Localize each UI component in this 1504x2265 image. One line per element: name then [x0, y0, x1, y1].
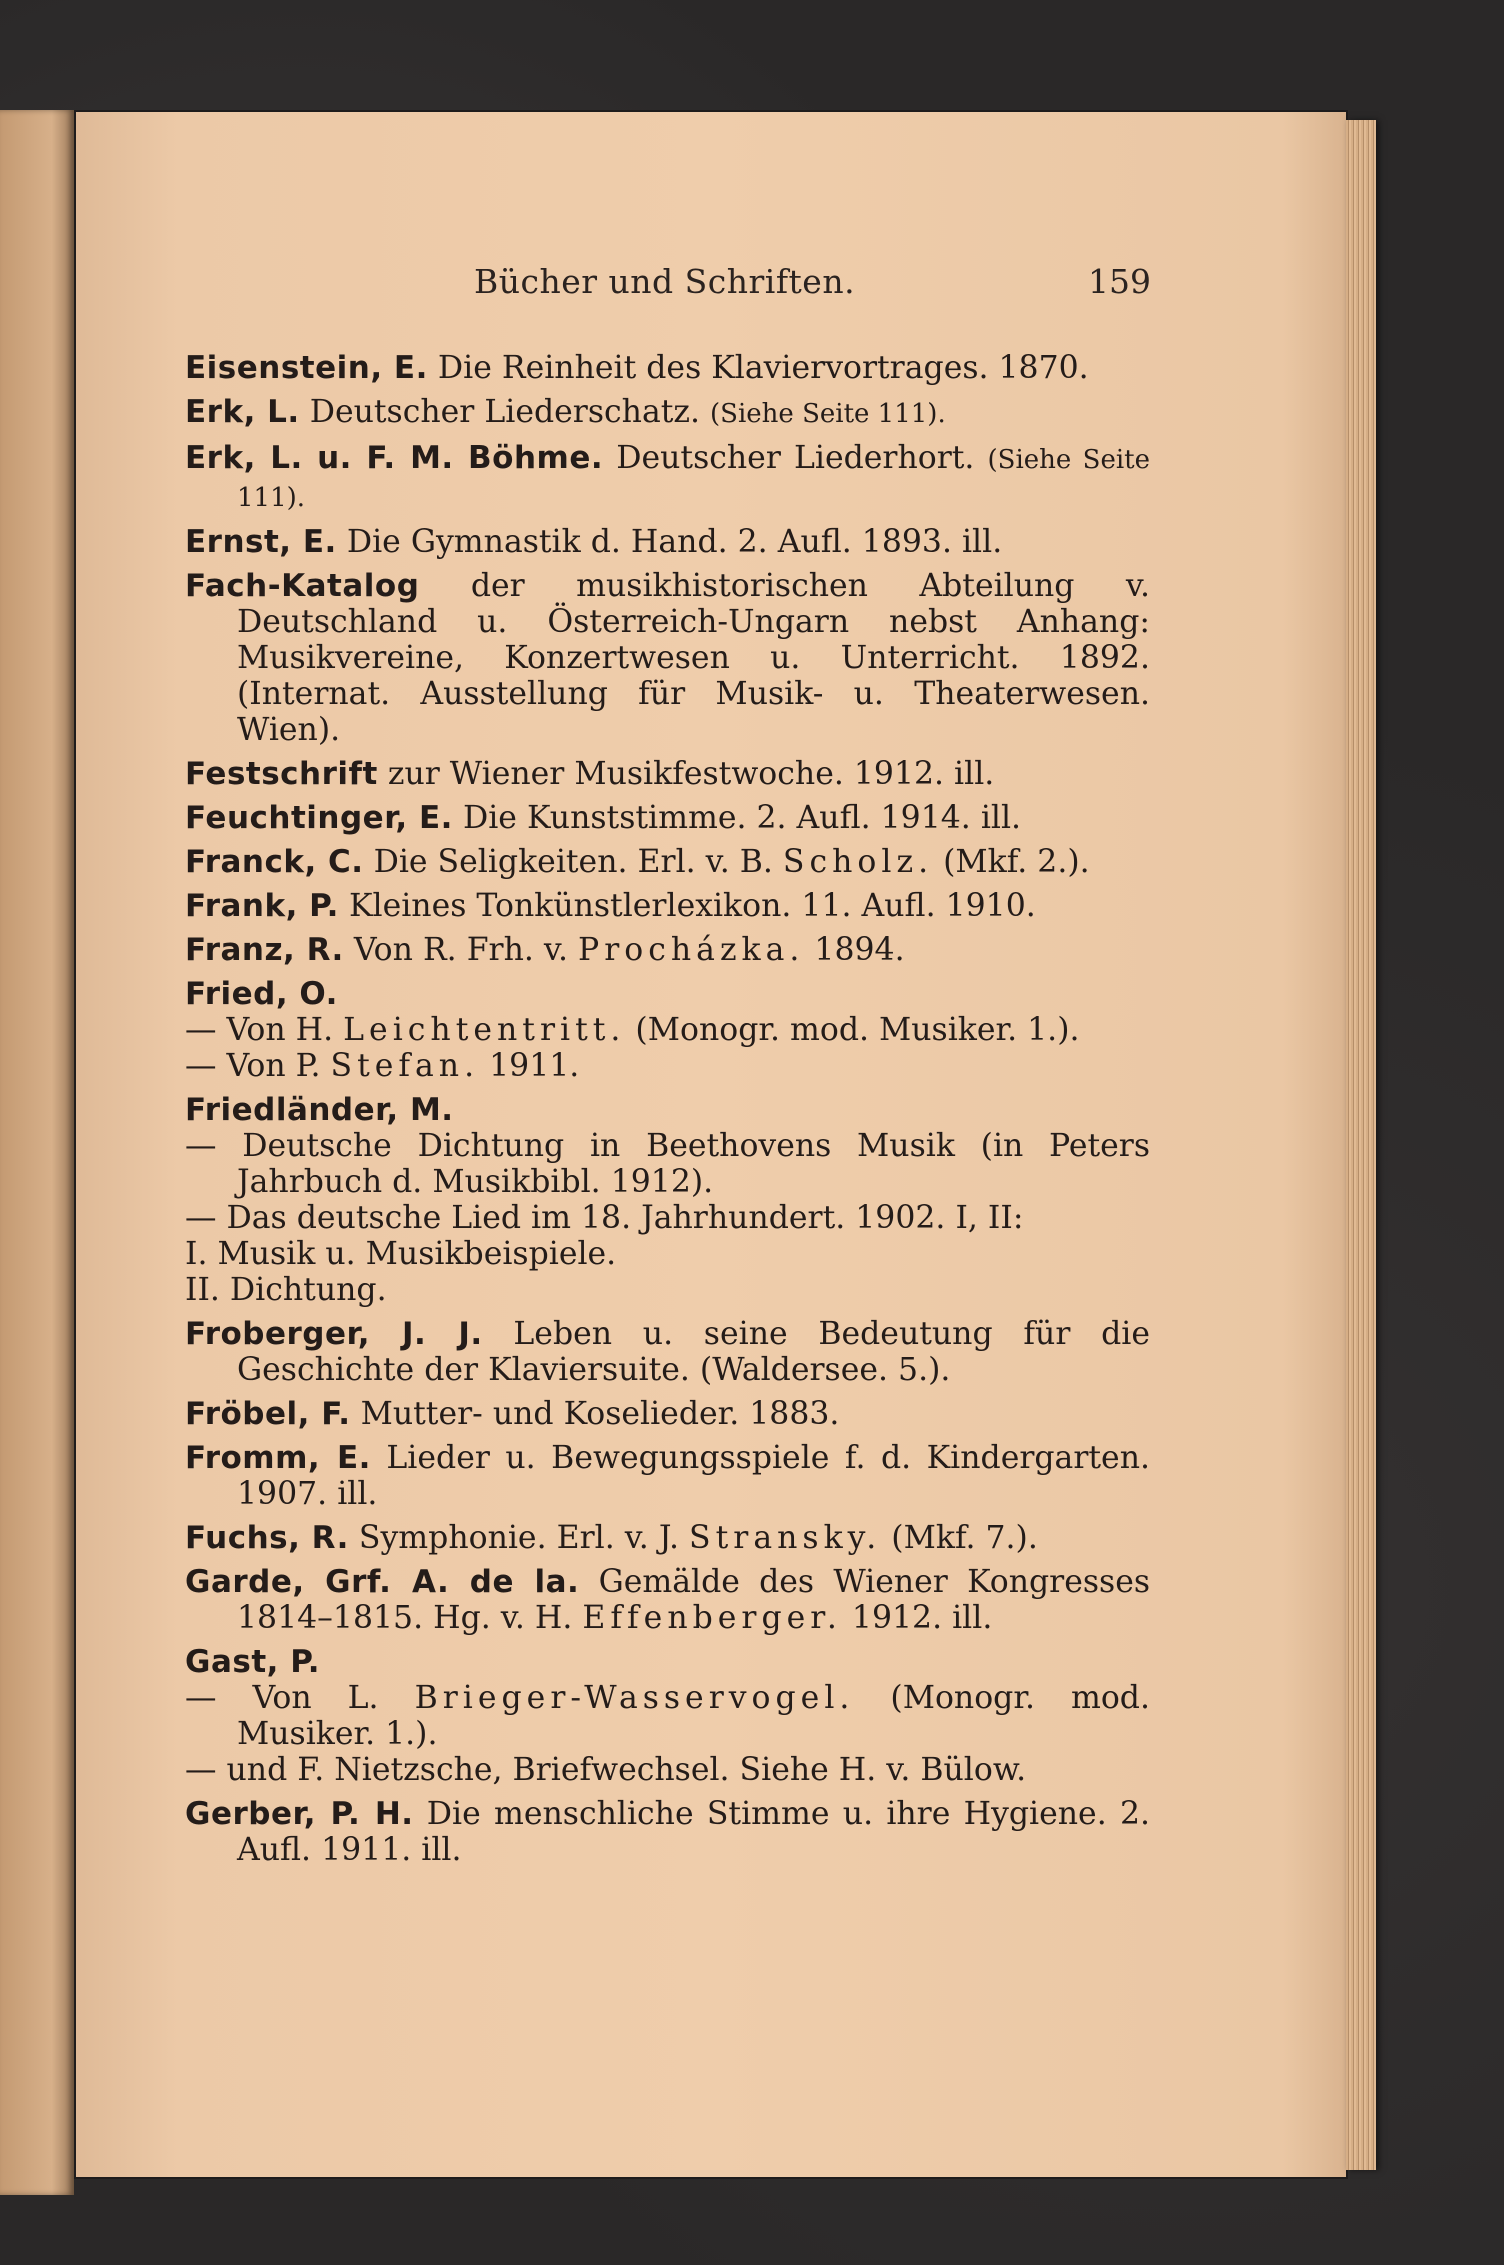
entry-text: Mutter- und Koselieder. 1883.	[350, 1396, 840, 1432]
entry-text: Die Reinheit des Klaviervortrages. 1870.	[427, 350, 1089, 386]
entry-name: Fuchs, R.	[185, 1520, 349, 1556]
entry-name: Ernst, E.	[185, 524, 337, 560]
entry-gast-brieger	[185, 1680, 1150, 1752]
entry-name: Fried, O.	[185, 976, 338, 1012]
entry-froebel	[185, 1396, 1150, 1432]
entry-feuchtinger	[185, 800, 1150, 836]
entry-spaced-name: Effenberger.	[582, 1600, 842, 1636]
entry-name: Feuchtinger, E.	[185, 800, 453, 836]
entry-frank	[185, 888, 1150, 924]
entry-friedlaender-lied	[185, 1200, 1150, 1308]
entry-name: Erk, L. u. F. M. Böhme.	[185, 440, 604, 476]
entry-text: (Mkf. 2.).	[933, 844, 1090, 880]
entry-gast-nietzsche	[185, 1752, 1150, 1788]
page-edges	[1346, 120, 1376, 2170]
entry-text: — Das deutsche Lied im 18. Jahrhundert. 1902. I, II:	[185, 1200, 1024, 1236]
entry-fach-katalog	[185, 568, 1150, 748]
entry-franz	[185, 932, 1150, 968]
entry-name: Fromm, E.	[185, 1440, 371, 1476]
entry-name: Garde, Grf. A. de la.	[185, 1564, 580, 1600]
entry-text: — Deutsche Dichtung in Beethovens Musik (in Peters Jahrbuch d. Musikbibl. 1912).	[185, 1128, 1150, 1200]
entry-subline: II. Dichtung.	[185, 1272, 387, 1308]
entry-text: Die Gymnastik d. Hand. 2. Aufl. 1893. ill.	[336, 524, 1003, 560]
entry-spaced-name: Brieger-Wasservogel.	[414, 1680, 855, 1716]
entry-text: Lieder u. Bewegungsspiele f. d. Kindergarten. 1907. ill.	[237, 1440, 1150, 1512]
entry-text: (Monogr. mod. Musiker. 1.).	[625, 1012, 1080, 1048]
entry-name: Friedländer, M.	[185, 1092, 454, 1128]
entry-text: 1912. ill.	[841, 1600, 993, 1636]
entry-erk	[185, 394, 1150, 432]
entry-name: Franck, C.	[185, 844, 364, 880]
entry-text: Die Seligkeiten. Erl. v. B.	[363, 844, 783, 880]
entry-name: Fach-Katalog	[185, 568, 420, 604]
entry-subline: I. Musik u. Musikbeispiele.	[185, 1236, 617, 1272]
entry-franck	[185, 844, 1150, 880]
entry-name: Fröbel, F.	[185, 1396, 351, 1432]
entry-gerber	[185, 1796, 1150, 1868]
entry-froberger	[185, 1316, 1150, 1388]
entry-text: (Mkf. 7.).	[881, 1520, 1038, 1556]
entry-text: Kleines Tonkünstlerlexikon. 11. Aufl. 1910.	[338, 888, 1036, 924]
entry-text: (Monogr. mod. Musiker. 1.).	[237, 1680, 1150, 1752]
entry-erk-boehme	[185, 440, 1150, 516]
bibliography-list	[185, 350, 1150, 1876]
entry-text: — und F. Nietzsche, Briefwechsel. Siehe H. v. Bülow.	[185, 1752, 1027, 1788]
entry-text: Leben u. seine Bedeutung für die Geschichte der Klaviersuite. (Waldersee. 5.).	[237, 1316, 1150, 1388]
entry-spaced-name: Scholz.	[782, 844, 934, 880]
entry-name: Erk, L.	[185, 394, 300, 430]
entry-name: Eisenstein, E.	[185, 350, 428, 386]
entry-text: 1911.	[479, 1048, 580, 1084]
entry-text: Von R. Frh. v.	[343, 932, 579, 968]
entry-name: Frank, P.	[185, 888, 339, 924]
previous-page-edge	[0, 110, 74, 2195]
entry-name: Festschrift	[185, 756, 378, 792]
entry-text: Symphonie. Erl. v. J.	[348, 1520, 690, 1556]
entry-eisenstein	[185, 350, 1150, 386]
entry-fried-stefan	[185, 1048, 1150, 1084]
entry-text: Die Kunststimme. 2. Aufl. 1914. ill.	[452, 800, 1022, 836]
entry-fried-leichtentritt	[185, 1012, 1150, 1048]
entry-note: (Siehe Seite 111).	[710, 399, 946, 429]
entry-text: zur Wiener Musikfestwoche. 1912. ill.	[377, 756, 995, 792]
entry-name: Froberger, J. J.	[185, 1316, 483, 1352]
entry-garde	[185, 1564, 1150, 1636]
entry-note: (Siehe Seite 111).	[237, 445, 1150, 513]
entry-spaced-name: Leichtentritt.	[343, 1012, 626, 1048]
entry-text: Deutscher Liederhort.	[603, 440, 988, 476]
entry-text: der musikhistorischen Abteilung v. Deutschland u. Österreich-Ungarn nebst Anhang: Musikvereine, Konzertwesen u. Unterricht. 1892. (Internat. Ausstellung für Musik- u. Theaterwesen. Wien).	[237, 568, 1150, 748]
entry-text: — Von L.	[185, 1680, 415, 1716]
entry-friedlaender-dichtung	[185, 1128, 1150, 1200]
entry-friedlaender	[185, 1092, 1150, 1128]
entry-spaced-name: Stransky.	[689, 1520, 882, 1556]
entry-ernst	[185, 524, 1150, 560]
entry-spaced-name: Stefan.	[330, 1048, 480, 1084]
running-head-title: Bücher und Schriften.	[474, 262, 856, 301]
entry-name: Gerber, P. H.	[185, 1796, 414, 1832]
entry-name: Gast, P.	[185, 1644, 321, 1680]
entry-text: Die menschliche Stimme u. ihre Hygiene. 2. Aufl. 1911. ill.	[237, 1796, 1150, 1868]
entry-text: — Von H.	[185, 1012, 344, 1048]
entry-spaced-name: Procházka.	[578, 932, 805, 968]
entry-gast	[185, 1644, 1150, 1680]
entry-text: Deutscher Liederschatz.	[299, 394, 711, 430]
entry-festschrift	[185, 756, 1150, 792]
entry-text: — Von P.	[185, 1048, 331, 1084]
entry-fuchs	[185, 1520, 1150, 1556]
entry-fromm	[185, 1440, 1150, 1512]
entry-name: Franz, R.	[185, 932, 344, 968]
page-number: 159	[1088, 262, 1151, 301]
entry-text: Gemälde des Wiener Kongresses 1814–1815. Hg. v. H.	[237, 1564, 1151, 1636]
running-head	[0, 262, 1504, 302]
entry-fried	[185, 976, 1150, 1012]
entry-text: 1894.	[804, 932, 905, 968]
